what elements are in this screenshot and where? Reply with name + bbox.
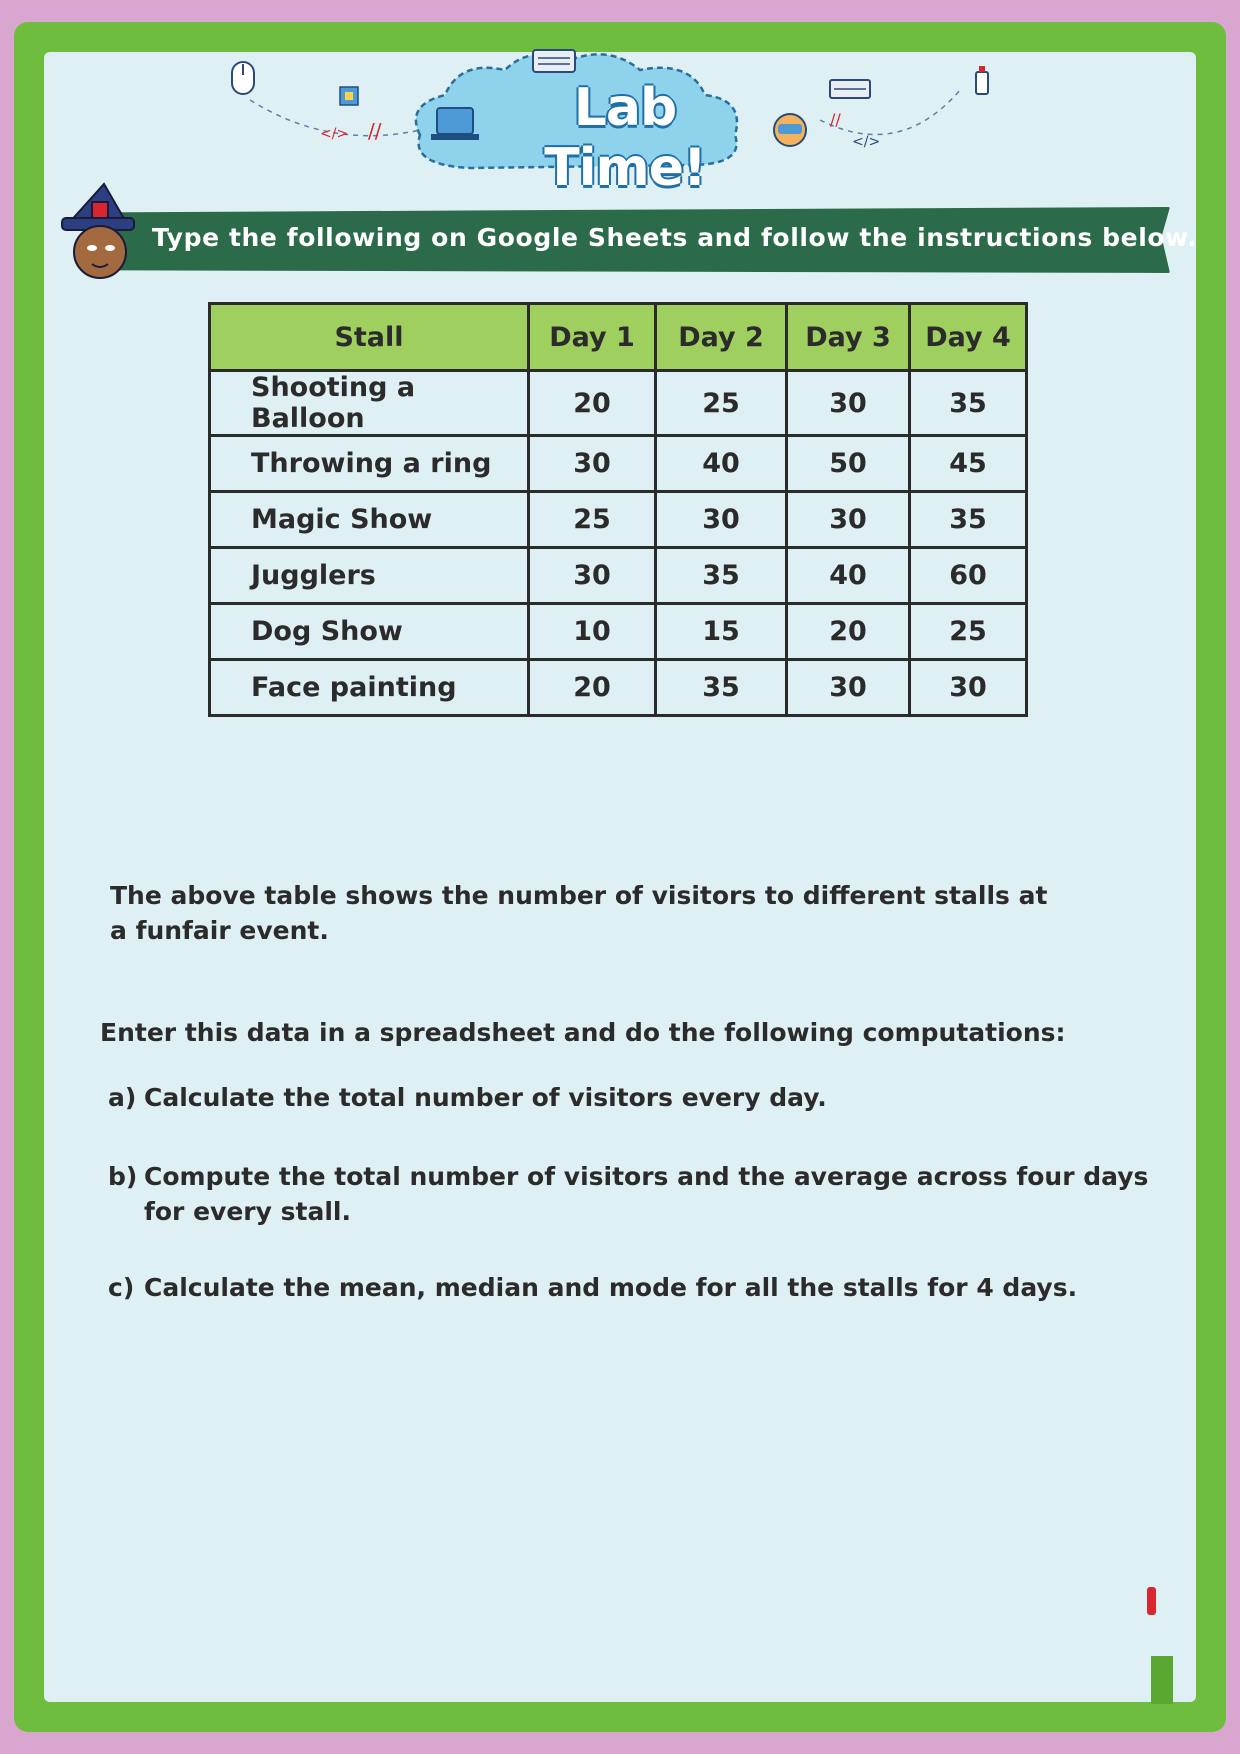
banner-text: Type the following on Google Sheets and follow the instructions below.	[152, 223, 1198, 252]
column-header-day3: Day 3	[787, 304, 910, 371]
monitor-icon	[431, 108, 479, 140]
chip-icon	[340, 87, 358, 105]
value-cell: 20	[529, 371, 656, 436]
value-cell: 30	[787, 371, 910, 436]
table-row	[210, 492, 1027, 548]
code-tag-icon: </>	[320, 126, 349, 142]
value-cell: 25	[529, 492, 656, 548]
value-cell: 35	[656, 660, 787, 716]
description-line-2: a funfair event.	[110, 916, 329, 945]
slash-icon-right: //	[830, 110, 841, 129]
stall-cell: Dog Show	[210, 604, 529, 660]
value-cell: 35	[910, 371, 1027, 436]
slash-icon: //	[368, 119, 382, 143]
mouse-icon	[232, 62, 254, 94]
value-cell: 60	[910, 548, 1027, 604]
value-cell: 50	[787, 436, 910, 492]
value-cell: 30	[529, 436, 656, 492]
page-tab-post	[1151, 1656, 1173, 1704]
table-header-row	[210, 304, 1027, 371]
value-cell: 30	[787, 492, 910, 548]
table-row	[210, 371, 1027, 436]
value-cell: 35	[910, 492, 1027, 548]
column-header-day2: Day 2	[656, 304, 787, 371]
column-header-day1: Day 1	[529, 304, 656, 371]
usb-icon	[976, 66, 988, 94]
stall-cell: Face painting	[210, 660, 529, 716]
column-header-stall: Stall	[210, 304, 529, 371]
value-cell: 30	[787, 660, 910, 716]
item-text-continued: for every stall.	[144, 1197, 351, 1226]
stall-cell: Magic Show	[210, 492, 529, 548]
item-text: Calculate the mean, median and mode for all the stalls for 4 days.	[144, 1273, 1078, 1302]
description-line-1: The above table shows the number of visitors to different stalls at	[110, 881, 1048, 910]
instruction-item-a	[108, 1080, 827, 1115]
value-cell: 35	[656, 548, 787, 604]
stall-cell: Shooting a Balloon	[210, 371, 529, 436]
item-text: Calculate the total number of visitors every day.	[144, 1083, 827, 1112]
stall-cell: Jugglers	[210, 548, 529, 604]
instruction-item-c	[108, 1270, 1078, 1305]
value-cell: 15	[656, 604, 787, 660]
table-row	[210, 660, 1027, 716]
table-row	[210, 436, 1027, 492]
value-cell: 25	[910, 604, 1027, 660]
code-tag-icon-right: </>	[852, 134, 881, 150]
keyboard-icon	[533, 50, 575, 72]
instruction-item-b	[108, 1159, 1149, 1226]
robot-icon	[774, 114, 806, 146]
instructions-intro: Enter this data in a spreadsheet and do the following computations:	[100, 1018, 1066, 1047]
item-marker: a)	[108, 1083, 137, 1112]
value-cell: 25	[656, 371, 787, 436]
page-tab-marker	[1147, 1587, 1156, 1615]
value-cell: 20	[787, 604, 910, 660]
value-cell: 30	[656, 492, 787, 548]
stall-cell: Throwing a ring	[210, 436, 529, 492]
value-cell: 40	[656, 436, 787, 492]
keyboard-right-icon	[830, 80, 870, 98]
page-background	[44, 52, 1196, 1702]
table-row	[210, 604, 1027, 660]
value-cell: 45	[910, 436, 1027, 492]
item-text: Compute the total number of visitors and the average across four days	[144, 1162, 1149, 1191]
value-cell: 30	[910, 660, 1027, 716]
table-row	[210, 548, 1027, 604]
column-header-day4: Day 4	[910, 304, 1027, 371]
visitors-table	[208, 302, 1028, 717]
item-marker: c)	[108, 1273, 135, 1302]
value-cell: 10	[529, 604, 656, 660]
value-cell: 40	[787, 548, 910, 604]
item-marker: b)	[108, 1162, 138, 1191]
value-cell: 20	[529, 660, 656, 716]
wizard-avatar	[56, 182, 146, 282]
page-title: Lab Time!	[544, 78, 706, 198]
value-cell: 30	[529, 548, 656, 604]
